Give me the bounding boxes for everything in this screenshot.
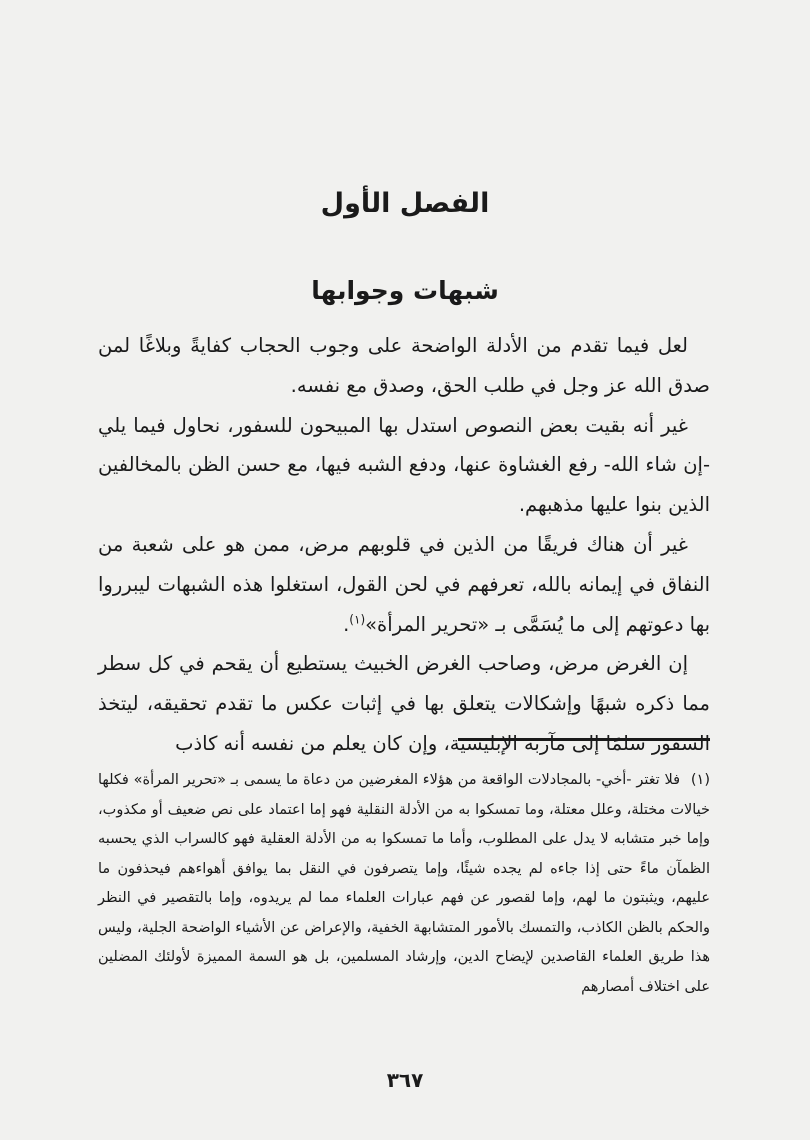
footnote-marker: (١) [690,772,710,788]
paragraph-1: لعل فيما تقدم من الأدلة الواضحة على وجوب الحجاب كفايةً وبلاغًا لمن صدق الله عز وجل في طلب الحق، وصدق مع نفسه. [98,334,710,397]
section-title: شبهات وجوابها [311,276,499,305]
paragraph-3 [98,525,710,644]
footnote-reference: (١) [349,612,366,627]
footnote-divider [458,738,710,741]
footnote [98,766,710,1002]
paragraph-2: غير أنه بقيت بعض النصوص استدل بها المبيحون للسفور، نحاول فيما يلي -إن شاء الله- رفع الغشاوة عنها، ودفع الشبه فيها، مع حسن الظن بالمخالفين الذين بنوا عليها مذهبهم. [98,413,710,517]
chapter-title: الفصل الأول [320,188,490,219]
paragraph-3-end: . [343,612,350,636]
page-number: ٣٦٧ [386,1068,424,1092]
paragraph-4: إن الغرض مرض، وصاحب الغرض الخبيث يستطيع أن يقحم في كل سطر مما ذكره شبهًا وإشكالات يتعلق بها في إثبات عكس ما تقدم تحقيقه، ليتخذ السفور سلمًا إلى مآربه الإبليسية، وإن كان يعلم من نفسه أنه كاذب [98,652,710,755]
body-text [98,326,710,764]
footnote-text: فلا تغتر -أخي- بالمجادلات الواقعة من هؤلاء المغرضين من دعاة ما يسمى بـ «تحرير المرأة» فكلها خيالات مختلة، وعلل معتلة، وما تمسكوا به من الأدلة النقلية فهو إما اعتماد على نص ضعيف أو مكذوب، وإما خبر متشابه لا يدل على المطلوب، وأما ما تمسكوا به من الأدلة العقلية فهو كالسراب الذي يحسبه الظمآن ماءً حتى إذا جاءه لم يجده شيئًا، وإما يتصرفون في النقل بما يوافق أهواءهم فيحذفون ما عليهم، ويثبتون ما لهم، وإما لقصور عن فهم عبارات العلماء مما لم يريدوه، وإما بالتقصير في النظر والحكم بالظن الكاذب، والتمسك بالأمور المتشابهة الخفية، والإعراض عن الأشياء الواضحة الجلية، وليس هذا طريق العلماء القاصدين لإيضاح الدين، وإرشاد المسلمين، بل هو السمة المميزة لأولئك المضلين على اختلاف أمصارهم [98,772,710,995]
paragraph-3-text: غير أن هناك فريقًا من الذين في قلوبهم مرض، ممن هو على شعبة من النفاق في إيمانه بالله، تعرفهم في لحن القول، استغلوا هذه الشبهات ليبرروا بها دعوتهم إلى ما يُسَمَّى بـ «تحرير المرأة» [98,532,710,636]
